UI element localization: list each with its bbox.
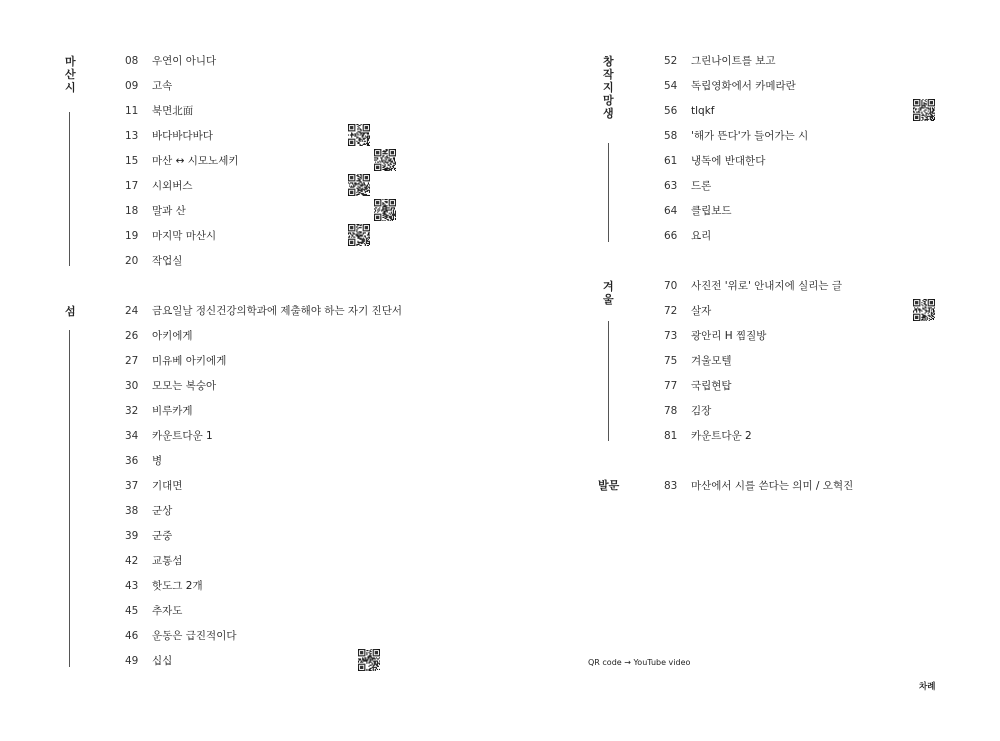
entry-title: 시외버스: [152, 180, 193, 192]
entry-title: 미유베 아키에게: [152, 355, 227, 367]
entry-title: 우연이 아니다: [152, 55, 217, 67]
entry-title: 드론: [691, 180, 712, 192]
page-number: 56: [664, 105, 678, 117]
entry-title: 냉독에 반대한다: [691, 155, 766, 167]
entry-title: 마산 ↔ 시모노세키: [152, 155, 239, 167]
entry-title: 광안리 H 찜질방: [691, 330, 767, 342]
page-number: 18: [125, 205, 139, 217]
entry-title: 추자도: [152, 605, 183, 617]
page-number: 39: [125, 530, 139, 542]
section-label-gyeoul: 겨 울: [603, 280, 614, 306]
entry-title: 교통섬: [152, 555, 183, 567]
entry-title: 국립현탑: [691, 380, 732, 392]
page-number: 24: [125, 305, 139, 317]
page-number: 54: [664, 80, 678, 92]
entry-title: 그린나이트를 보고: [691, 55, 776, 67]
section-divider-masansi: [69, 112, 70, 266]
entry-title: 금요일날 정신건강의학과에 제출해야 하는 자기 진단서: [152, 305, 402, 317]
page-number: 78: [664, 405, 678, 417]
entry-title: 카운트다운 2: [691, 430, 752, 442]
entry-title: 핫도그 2개: [152, 580, 203, 592]
entry-title: 작업실: [152, 255, 183, 267]
page-number: 83: [664, 480, 678, 492]
page-number: 72: [664, 305, 678, 317]
page-number: 34: [125, 430, 139, 442]
page-number: 30: [125, 380, 139, 392]
section-label-balmun: 발문: [598, 479, 620, 492]
section-divider-gyeoul: [608, 321, 609, 441]
section-divider-changjak: [608, 143, 609, 242]
entry-title: tlqkf: [691, 105, 715, 117]
entry-title: '해가 뜬다'가 들어가는 시: [691, 130, 809, 142]
page-number: 52: [664, 55, 678, 67]
page-number: 38: [125, 505, 139, 517]
page-number: 27: [125, 355, 139, 367]
entry-title: 비루카게: [152, 405, 193, 417]
entry-title: 고속: [152, 80, 173, 92]
qr-code-icon[interactable]: [913, 299, 935, 321]
entry-title: 클립보드: [691, 205, 732, 217]
page-number: 08: [125, 55, 139, 67]
entry-title: 요리: [691, 230, 712, 242]
qr-code-icon[interactable]: [348, 224, 370, 246]
entry-title: 군상: [152, 505, 173, 517]
section-label-masansi: 마 산 시: [65, 55, 76, 94]
page-number: 73: [664, 330, 678, 342]
entry-title: 아키에게: [152, 330, 193, 342]
entry-title: 군중: [152, 530, 173, 542]
qr-code-icon[interactable]: [348, 174, 370, 196]
page-number: 32: [125, 405, 139, 417]
entry-title: 독립영화에서 카메라란: [691, 80, 796, 92]
page-label: 차례: [919, 682, 936, 692]
page-number: 43: [125, 580, 139, 592]
page-number: 37: [125, 480, 139, 492]
page-number: 45: [125, 605, 139, 617]
entry-title: 모모는 복숭아: [152, 380, 217, 392]
page-number: 09: [125, 80, 139, 92]
entry-title: 마지막 마산시: [152, 230, 217, 242]
entry-title: 바다바다바다: [152, 130, 213, 142]
qr-footnote: QR code → YouTube video: [588, 658, 691, 667]
page-number: 15: [125, 155, 139, 167]
page-number: 11: [125, 105, 139, 117]
page-number: 26: [125, 330, 139, 342]
qr-code-icon[interactable]: [913, 99, 935, 121]
entry-title: 겨울모텔: [691, 355, 732, 367]
page-number: 42: [125, 555, 139, 567]
section-label-seom: 섬: [65, 305, 76, 318]
qr-code-icon[interactable]: [374, 199, 396, 221]
page-number: 58: [664, 130, 678, 142]
page-number: 64: [664, 205, 678, 217]
entry-title: 병: [152, 455, 163, 467]
page-number: 77: [664, 380, 678, 392]
section-label-changjak: 창 작 지 망 생: [603, 55, 614, 120]
entry-title: 기대면: [152, 480, 183, 492]
page-number: 20: [125, 255, 139, 267]
qr-code-icon[interactable]: [358, 649, 380, 671]
page-number: 46: [125, 630, 139, 642]
entry-title: 카운트다운 1: [152, 430, 213, 442]
entry-title: 사진전 '위로' 안내지에 실리는 글: [691, 280, 842, 292]
page-number: 49: [125, 655, 139, 667]
entry-title: 김장: [691, 405, 712, 417]
entry-title: 살자: [691, 305, 712, 317]
entry-title: 십십: [152, 655, 173, 667]
page-number: 61: [664, 155, 678, 167]
entry-title: 말과 산: [152, 205, 186, 217]
page-number: 63: [664, 180, 678, 192]
qr-code-icon[interactable]: [348, 124, 370, 146]
entry-title: 운동은 급진적이다: [152, 630, 237, 642]
page-number: 81: [664, 430, 678, 442]
page-number: 66: [664, 230, 678, 242]
entry-title: 북면北面: [152, 105, 194, 117]
page-number: 75: [664, 355, 678, 367]
page-number: 13: [125, 130, 139, 142]
page-number: 17: [125, 180, 139, 192]
section-divider-seom: [69, 330, 70, 667]
page-number: 19: [125, 230, 139, 242]
qr-code-icon[interactable]: [374, 149, 396, 171]
entry-title: 마산에서 시를 쓴다는 의미 / 오혁진: [691, 480, 854, 492]
page-number: 70: [664, 280, 678, 292]
page-number: 36: [125, 455, 139, 467]
